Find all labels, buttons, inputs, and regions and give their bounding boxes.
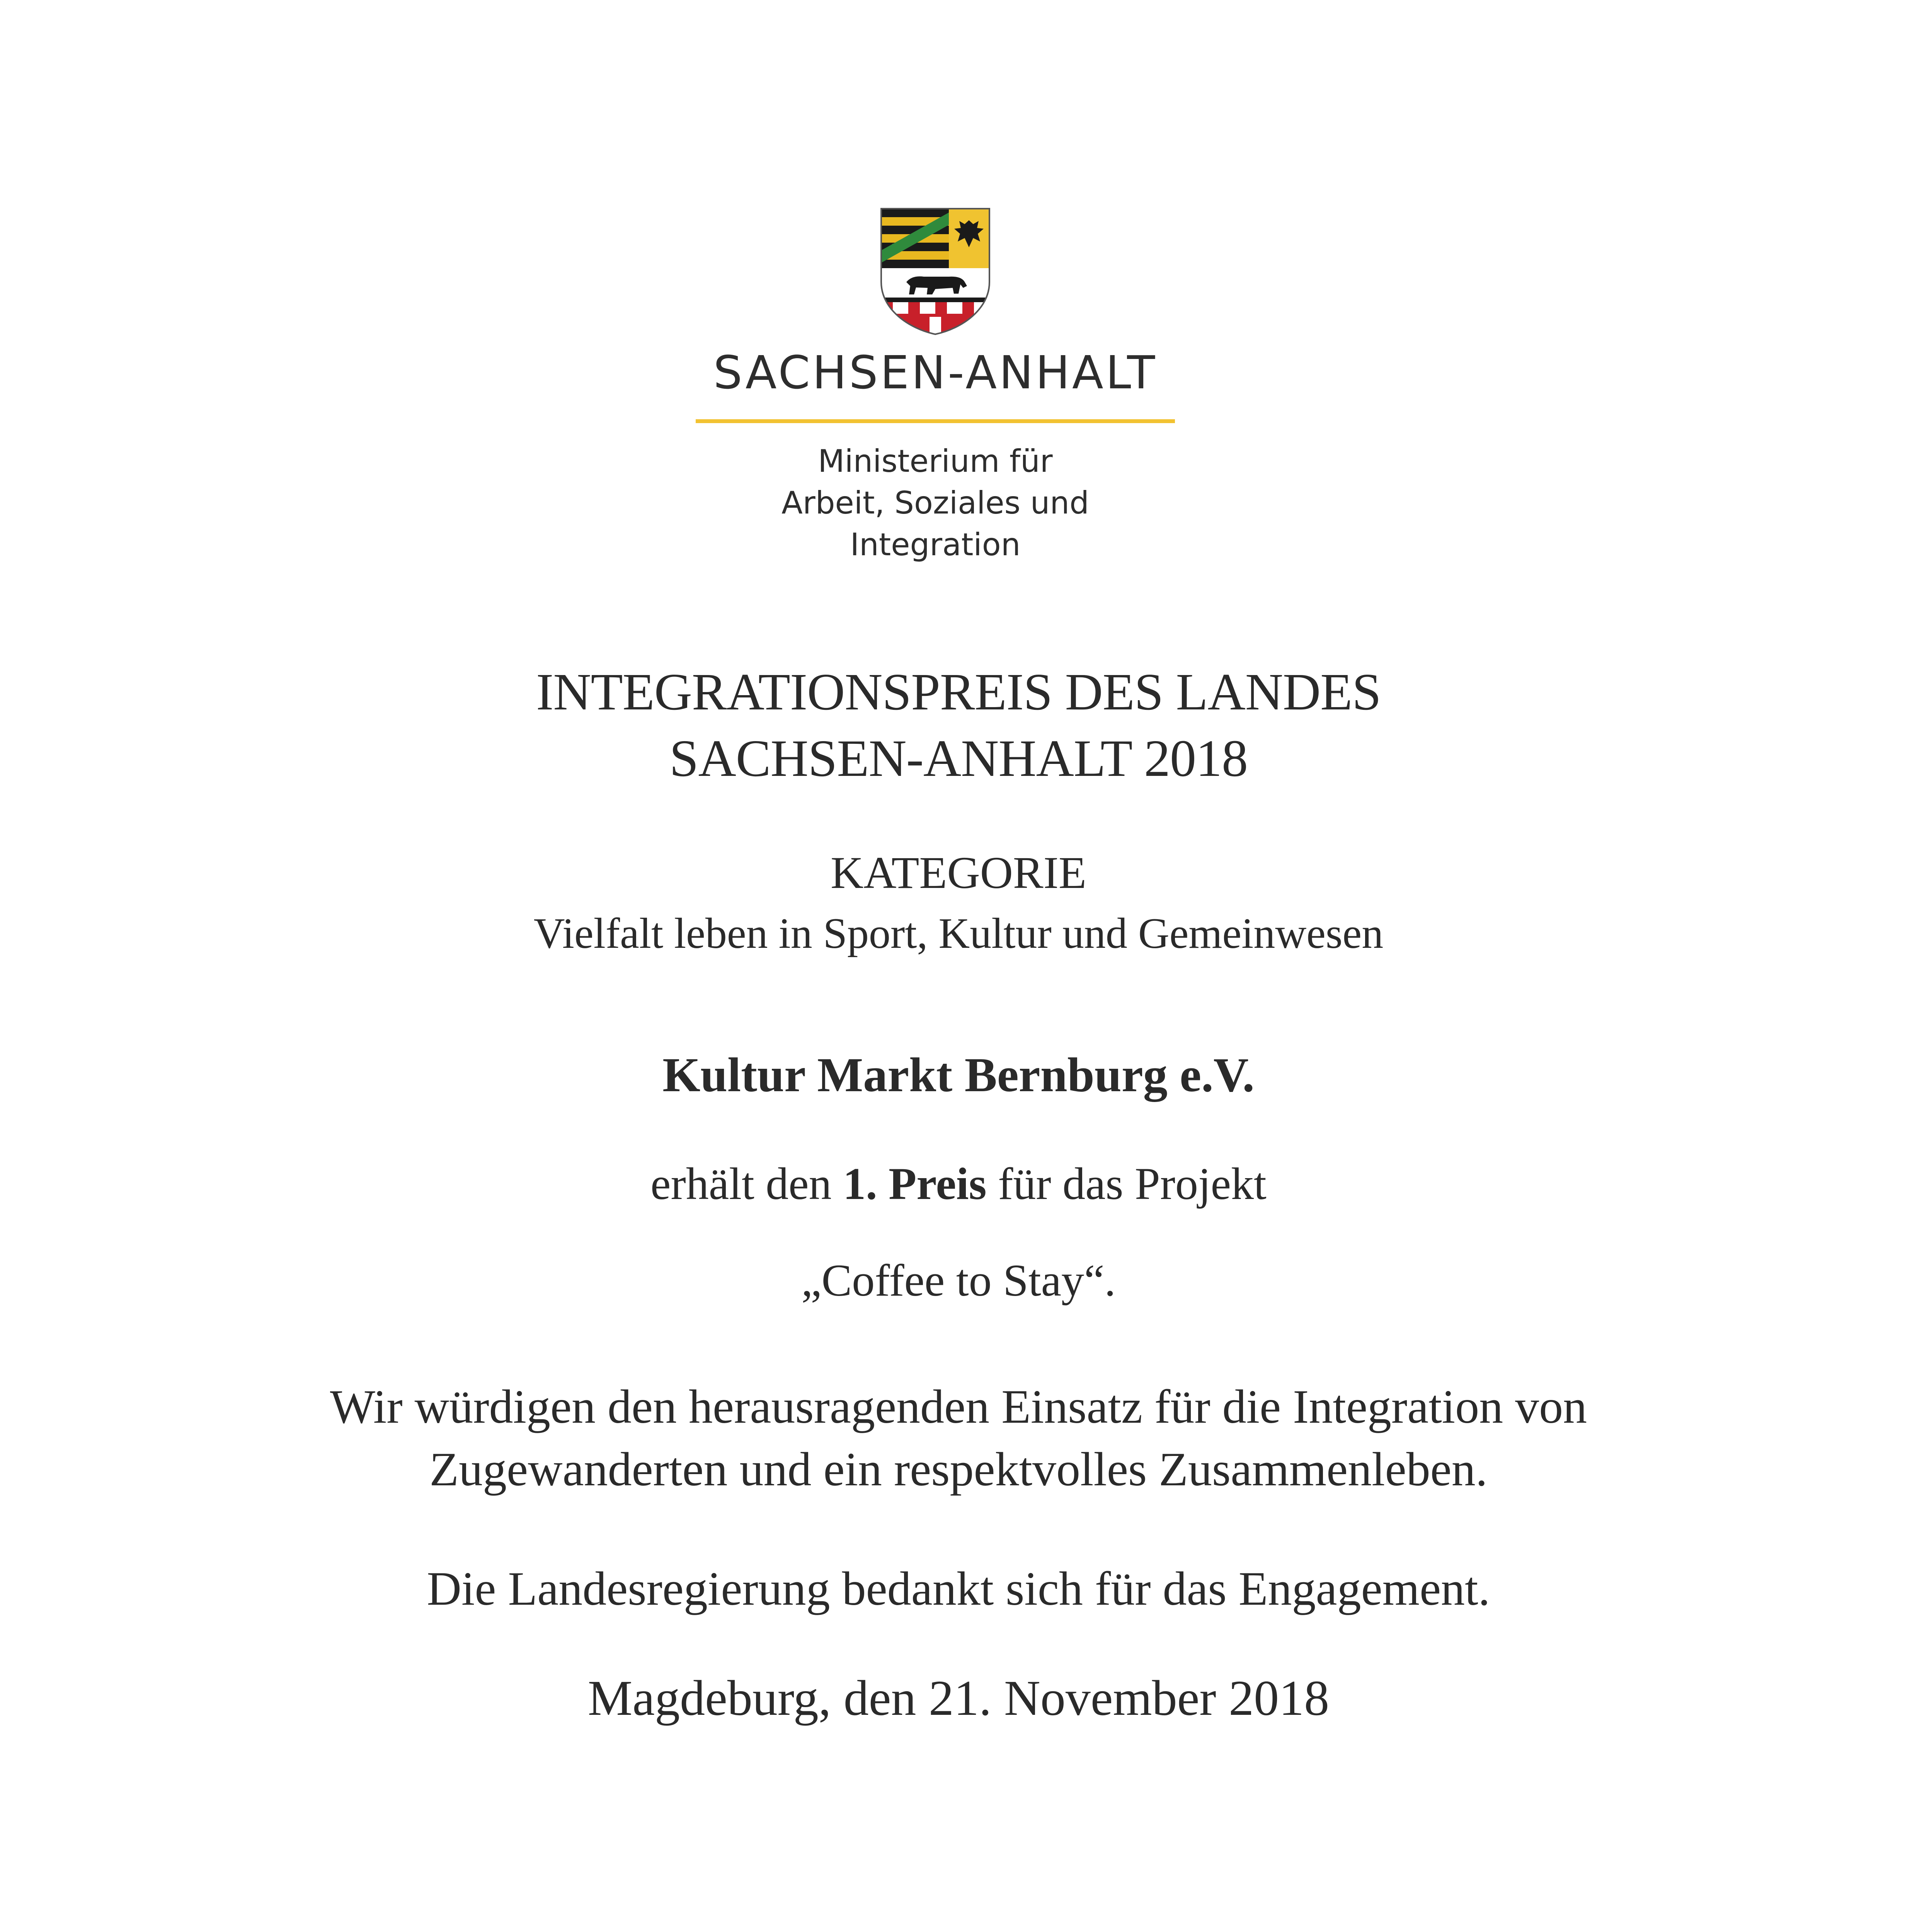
ministry-name (734, 440, 1136, 566)
ministry-line: Ministerium für (818, 443, 1053, 479)
title-line-1: INTEGRATIONSPREIS DES LANDES (536, 663, 1381, 721)
award-suffix: für das Projekt (986, 1158, 1267, 1209)
state-name: SACHSEN-ANHALT (713, 346, 1158, 399)
certificate-title (232, 659, 1685, 792)
award-prefix: erhält den (650, 1158, 843, 1209)
coat-of-arms-icon (877, 205, 993, 336)
project-name: „Coffee to Stay“. (801, 1255, 1116, 1306)
ministry-line: Integration (850, 527, 1021, 563)
honor-line-1: Wir würdigen den herausragenden Einsatz für die Integration von (330, 1380, 1587, 1433)
title-line-2: SACHSEN-ANHALT 2018 (669, 730, 1248, 787)
ministry-line: Arbeit, Soziales und (781, 485, 1089, 521)
thanks-statement: Die Landesregierung bedankt sich für das Engagement. (427, 1562, 1490, 1615)
category-name: Vielfalt leben in Sport, Kultur und Gemeinwesen (533, 910, 1384, 957)
award-prize: 1. Preis (843, 1158, 987, 1209)
recipient-name: Kultur Markt Bernburg e.V. (662, 1048, 1255, 1102)
state-name-underline (696, 419, 1175, 423)
category-label: KATEGORIE (830, 847, 1087, 898)
honor-statement (116, 1376, 1801, 1501)
award-statement (232, 1158, 1685, 1209)
place-and-date: Magdeburg, den 21. November 2018 (587, 1670, 1330, 1726)
honor-line-2: Zugewanderten und ein respektvolles Zusammenleben. (429, 1443, 1488, 1496)
